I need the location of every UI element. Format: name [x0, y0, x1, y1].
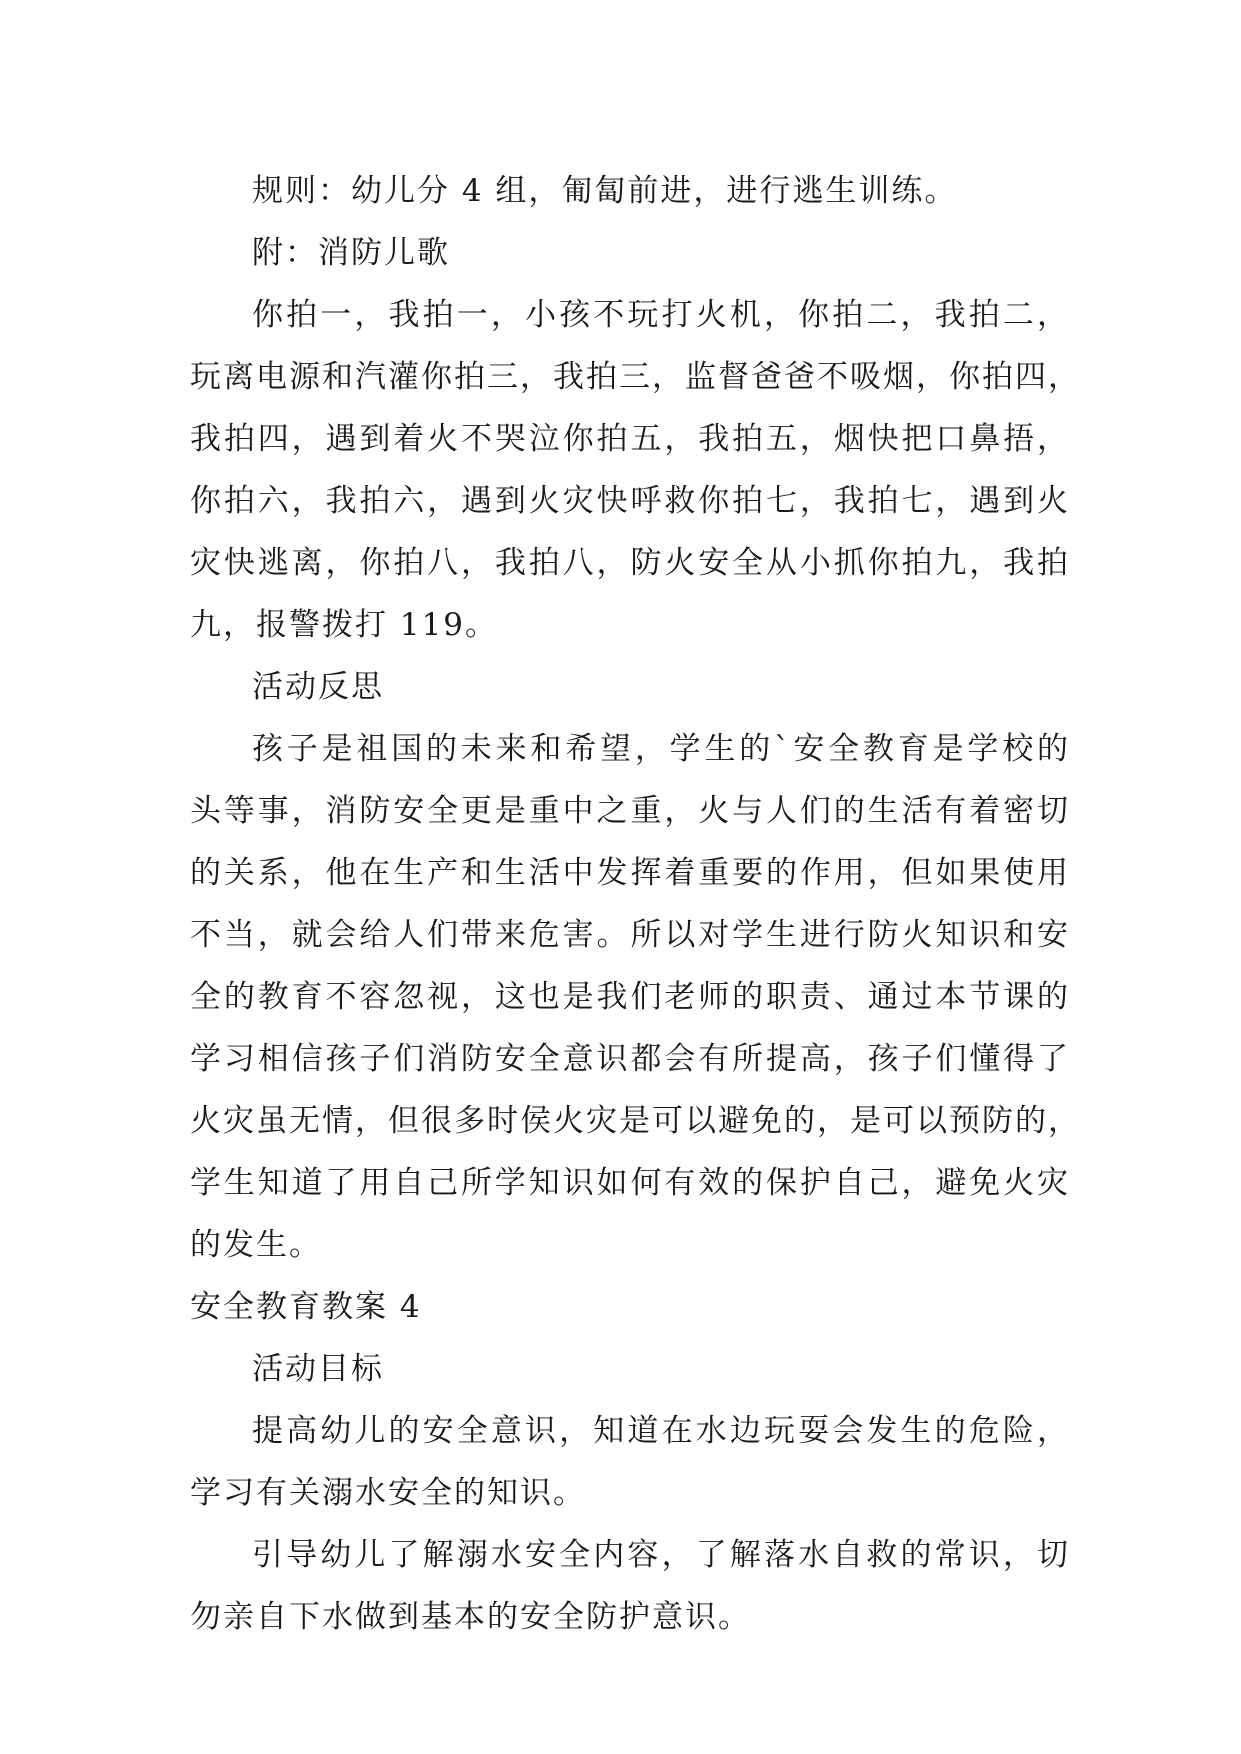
paragraph-line: 灾快逃离，你拍八，我拍八，防火安全从小抓你拍九，我拍 [190, 545, 1070, 581]
paragraph-line: 学习有关溺水安全的知识。 [190, 1475, 586, 1511]
paragraph-line: 玩离电源和汽灌你拍三，我拍三，监督爸爸不吸烟，你拍四， [190, 359, 1081, 395]
section-heading-goals: 活动目标 [252, 1351, 384, 1387]
paragraph-line: 的关系，他在生产和生活中发挥着重要的作用，但如果使用 [190, 855, 1070, 891]
paragraph-line: 我拍四，遇到着火不哭泣你拍五，我拍五，烟快把口鼻捂， [190, 421, 1070, 457]
appendix-title: 附：消防儿歌 [252, 235, 450, 271]
paragraph-line: 你拍一，我拍一，小孩不玩打火机，你拍二，我拍二， [252, 297, 1070, 333]
paragraph-line: 孩子是祖国的未来和希望，学生的`安全教育是学校的 [252, 731, 1070, 767]
paragraph-line: 的发生。 [190, 1227, 322, 1263]
paragraph-line: 头等事，消防安全更是重中之重，火与人们的生活有着密切 [190, 793, 1070, 829]
paragraph-line: 引导幼儿了解溺水安全内容，了解落水自救的常识，切 [252, 1537, 1070, 1573]
section-heading-reflection: 活动反思 [252, 669, 384, 705]
paragraph-line: 全的教育不容忽视，这也是我们老师的职责、通过本节课的 [190, 979, 1070, 1015]
paragraph-line: 火灾虽无情，但很多时侯火灾是可以避免的，是可以预防的， [190, 1103, 1081, 1139]
paragraph-line: 勿亲自下水做到基本的安全防护意识。 [190, 1599, 751, 1635]
paragraph-line: 提高幼儿的安全意识，知道在水边玩耍会发生的危险， [252, 1413, 1070, 1449]
document-body [190, 160, 1081, 1648]
paragraph-line: 学生知道了用自己所学知识如何有效的保护自己，避免火灾 [190, 1165, 1070, 1201]
paragraph-line: 不当，就会给人们带来危害。所以对学生进行防火知识和安 [190, 917, 1070, 953]
rule-line: 规则：幼儿分 4 组，匍匐前进，进行逃生训练。 [252, 173, 958, 209]
paragraph-line: 你拍六，我拍六，遇到火灾快呼救你拍七，我拍七，遇到火 [190, 483, 1070, 519]
paragraph-line: 九，报警拨打 119。 [190, 607, 499, 643]
paragraph-line: 学习相信孩子们消防安全意识都会有所提高，孩子们懂得了 [190, 1041, 1070, 1077]
lesson-plan-title: 安全教育教案 4 [190, 1289, 422, 1325]
